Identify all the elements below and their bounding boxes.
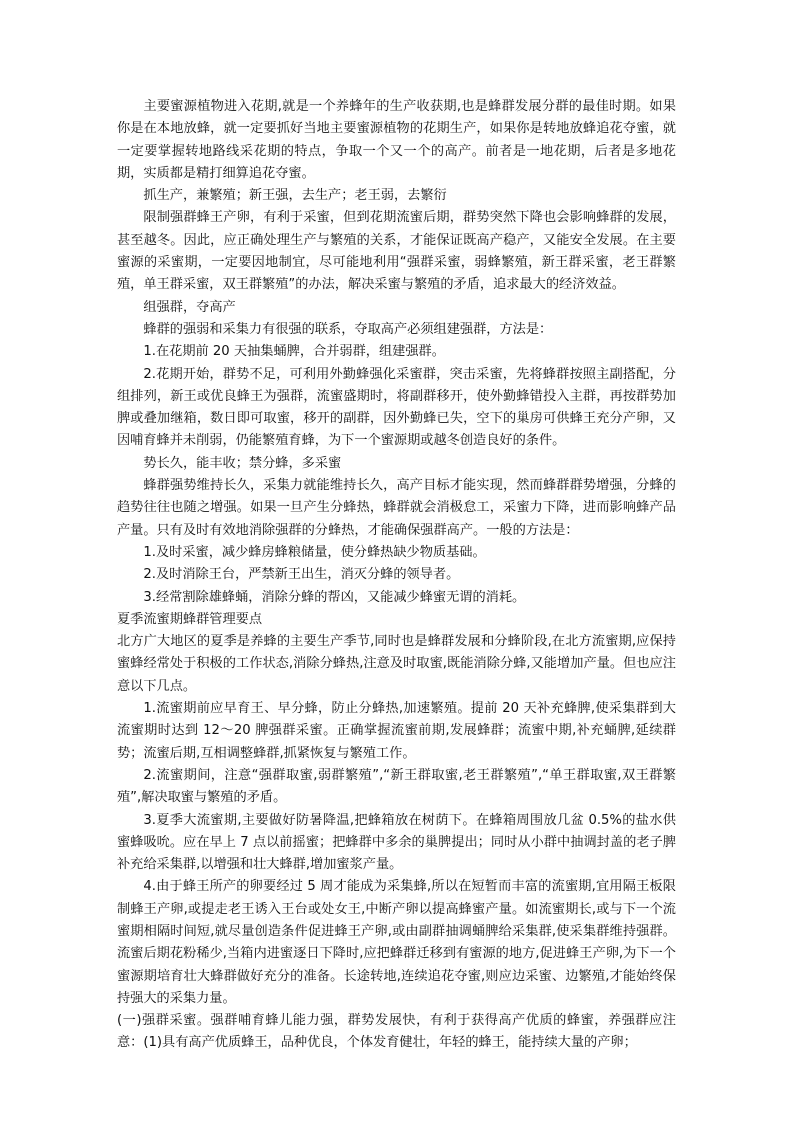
list-item: 2.花期开始，群势不足，可利用外勤蜂强化采蜜群，突击采蜜，先将蜂群按照主副搭配，分组排列，新王或优良蜂王为强群，流蜜盛期时，将副群移开，使外勤蜂错投入主群，再按群势加脾或叠加继箱，数日即可取蜜，移开的副群，因外勤蜂已失，空下的巢房可供蜂王充分产卵，又因哺育蜂并未削弱，仍能繁殖育蜂，为下一个蜜源期或越冬创造良好的条件。: [117, 366, 676, 449]
list-item: 1.及时采蜜，减少蜂房蜂粮储量，使分蜂热缺少物质基础。: [143, 544, 486, 560]
document-page: [117, 96, 676, 1055]
list-item: 2.流蜜期间，注意“强群取蜜,弱群繁殖”,“新王群取蜜,老王群繁殖”,“单王群取蜜,双王群繁殖”,解决取蜜与繁殖的矛盾。: [117, 767, 676, 806]
body-paragraph: (一)强群采蜜。强群哺育蜂儿能力强，群势发展快，有利于获得高产优质的蜂蜜，养强群应注意：(1)具有高产优质蜂王，品种优良，个体发育健壮，年轻的蜂王，能持续大量的产卵；: [117, 1013, 676, 1051]
list-item: 2.及时消除王台，严禁新王出生，消灭分蜂的领导者。: [143, 567, 460, 583]
body-paragraph: 蜂群强势维持长久，采集力就能维持长久，高产目标才能实现，然而蜂群群势增强，分蜂的趋势往往也随之增强。如果一旦产生分蜂热，蜂群就会消极怠工，采蜜力下降，进而影响蜂产品产量。只有及时有效地消除强群的分蜂热，才能确保强群高产。一般的方法是：: [117, 478, 676, 538]
section-heading: 抓生产，兼繁殖；新王强，去生产；老王弱，去繁衍: [143, 188, 447, 204]
section-heading: 组强群，夺高产: [143, 299, 236, 315]
body-paragraph: 北方广大地区的夏季是养蜂的主要生产季节,同时也是蜂群发展和分蜂阶段,在北方流蜜期,应保持蜜蜂经常处于积极的工作状态,消除分蜂热,注意及时取蜜,既能消除分蜂,又能增加产量。但也应注意以下几点。: [117, 634, 676, 694]
intro-paragraph: 主要蜜源植物进入花期,就是一个养蜂年的生产收获期,也是蜂群发展分群的最佳时期。如果你是在本地放蜂，就一定要抓好当地主要蜜源植物的花期生产，如果你是转地放蜂追花夺蜜，就一定要掌握转地路线采花期的特点，争取一个又一个的高产。前者是一地花期，后者是多地花期，实质都是精打细算追花夺蜜。: [117, 99, 676, 181]
list-item: 3.经常割除雄蜂蛹，消除分蜂的帮凶，又能减少蜂蜜无谓的消耗。: [143, 589, 526, 605]
list-item: 4.由于蜂王所产的卵要经过 5 周才能成为采集蜂,所以在短暂而丰富的流蜜期,宜用隔王板限制蜂王产卵,或提走老王诱入王台或处女王,中断产卵以提高蜂蜜产量。如流蜜期长,或与下一个流蜜期相隔时间短,就尽量创造条件促进蜂王产卵,或由副群抽调蛹脾给采集群,使采集群维持强群。流蜜后期花粉稀少,当箱内进蜜逐日下降时,应把蜂群迁移到有蜜源的地方,促进蜂王产卵,为下一个蜜源期培育壮大蜂群做好充分的准备。长途转地,连续追花夺蜜,则应边采蜜、边繁殖,才能始终保持强大的采集力量。: [117, 879, 676, 1006]
list-item: 3.夏季大流蜜期,主要做好防暑降温,把蜂箱放在树荫下。在蜂箱周围放几盆 0.5%的盐水供蜜蜂吸吮。应在早上 7 点以前摇蜜；把蜂群中多余的巢脾提出；同时从小群中抽调封盖的老子脾补充给采集群,以增强和壮大蜂群,增加蜜浆产量。: [117, 812, 676, 873]
section-heading: 势长久，能丰收；禁分蜂，多采蜜: [143, 455, 342, 471]
body-paragraph: 限制强群蜂王产卵，有利于采蜜，但到花期流蜜后期，群势突然下降也会影响蜂群的发展，甚至越冬。因此，应正确处理生产与繁殖的关系，才能保证既高产稳产，又能安全发展。在主要蜜源的采蜜期，一定要因地制宜，尽可能地利用“强群采蜜，弱蜂繁殖，新王群采蜜，老王群繁殖，单王群采蜜，双王群繁殖”的办法，解决采蜜与繁殖的矛盾，追求最大的经济效益。: [117, 210, 676, 293]
body-paragraph: 蜂群的强弱和采集力有很强的联系，夺取高产必须组建强群，方法是：: [143, 321, 553, 337]
list-item: 1.在花期前 20 天抽集蛹脾，合并弱群，组建强群。: [143, 344, 445, 360]
section-title: 夏季流蜜期蜂群管理要点: [117, 611, 263, 627]
list-item: 1.流蜜期前应早育王、早分蜂，防止分蜂热,加速繁殖。提前 20 天补充蜂脾,使采集群到大流蜜期时达到 12～20 脾强群采蜜。正确掌握流蜜前期,发展蜂群；流蜜中期,补充蛹脾,延续群势；流蜜后期,互相调整蜂群,抓紧恢复与繁殖工作。: [117, 701, 676, 761]
